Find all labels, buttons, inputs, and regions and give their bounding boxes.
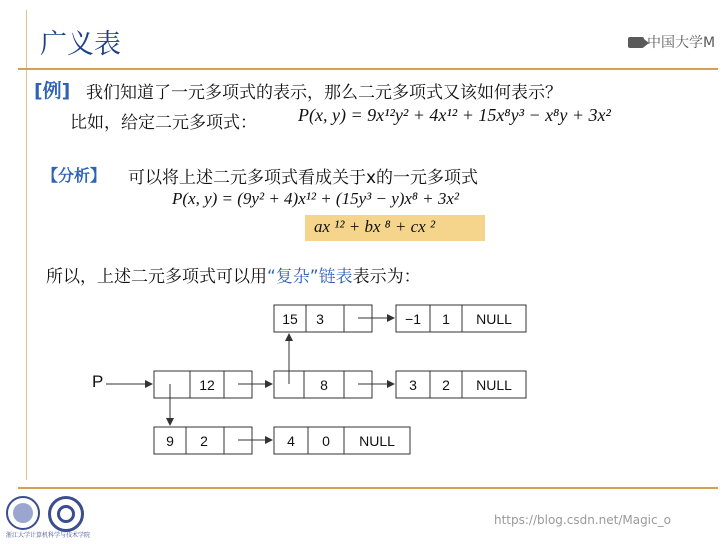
- main-node-3-exp: 2: [442, 377, 450, 393]
- sub-b-node-1-exp: 3: [316, 311, 324, 327]
- sub-a-node-2-exp: 0: [322, 433, 330, 449]
- main-node-3: [396, 371, 526, 398]
- main-node-1: [154, 371, 252, 398]
- head-pointer-label: P: [92, 372, 104, 391]
- course-watermark-text: 中国大学M: [647, 35, 716, 51]
- slide-title: 广义表: [40, 29, 121, 60]
- given-text: 比如，给定二元多项式：: [70, 113, 257, 133]
- sub-list-b-node-2: [396, 305, 526, 332]
- regrouped-formula: P(x, y) = (9y² + 4)x¹² + (15y³ − y)x⁸ + 3x²: [172, 189, 459, 208]
- footer-divider: [18, 487, 718, 489]
- sub-a-node-1-exp: 2: [200, 433, 208, 449]
- sub-b-node-1-coef: 15: [282, 311, 298, 327]
- conclusion-prefix: 所以，上述二元多项式可以用: [46, 267, 267, 287]
- conclusion-suffix: 表示为：: [352, 267, 421, 287]
- sub-a-node-2-null: NULL: [359, 433, 395, 449]
- sub-b-node-2-exp: 1: [442, 311, 450, 327]
- sub-b-node-2-coef: −1: [405, 311, 421, 327]
- college-logo-icon: [48, 496, 84, 532]
- analysis-tag: 【分析】: [42, 166, 107, 185]
- conclusion-highlight: “复杂”链表: [267, 267, 353, 287]
- polynomial-formula: P(x, y) = 9x¹²y² + 4x¹² + 15x⁸y³ − x⁸y + 3x²: [298, 105, 611, 125]
- university-seal-icon: [6, 496, 40, 530]
- sub-a-node-2-coef: 4: [287, 433, 295, 449]
- sub-list-a-node-2: [274, 427, 410, 454]
- main-node-3-coef: 3: [409, 377, 417, 393]
- general-form-formula: ax ¹² + bx ⁸ + cx ²: [314, 217, 436, 236]
- sub-list-a-node-1: [154, 427, 252, 454]
- sub-b-node-2-null: NULL: [476, 311, 512, 327]
- question-text: 我们知道了一元多项式的表示，那么二元多项式又该如何表示？: [86, 83, 562, 103]
- sub-a-node-1-coef: 9: [166, 433, 174, 449]
- main-node-2-exp: 8: [320, 377, 328, 393]
- example-tag: [例]: [34, 80, 71, 102]
- footer-caption: 浙江大学计算机科学与技术学院: [6, 532, 91, 539]
- sub-list-b-node-1: [274, 305, 372, 332]
- analysis-text: 可以将上述二元多项式看成关于x的一元多项式: [128, 168, 479, 188]
- main-node-1-exp: 12: [199, 377, 215, 393]
- csdn-watermark: https://blog.csdn.net/Magic_o: [494, 513, 671, 527]
- main-node-3-null: NULL: [476, 377, 512, 393]
